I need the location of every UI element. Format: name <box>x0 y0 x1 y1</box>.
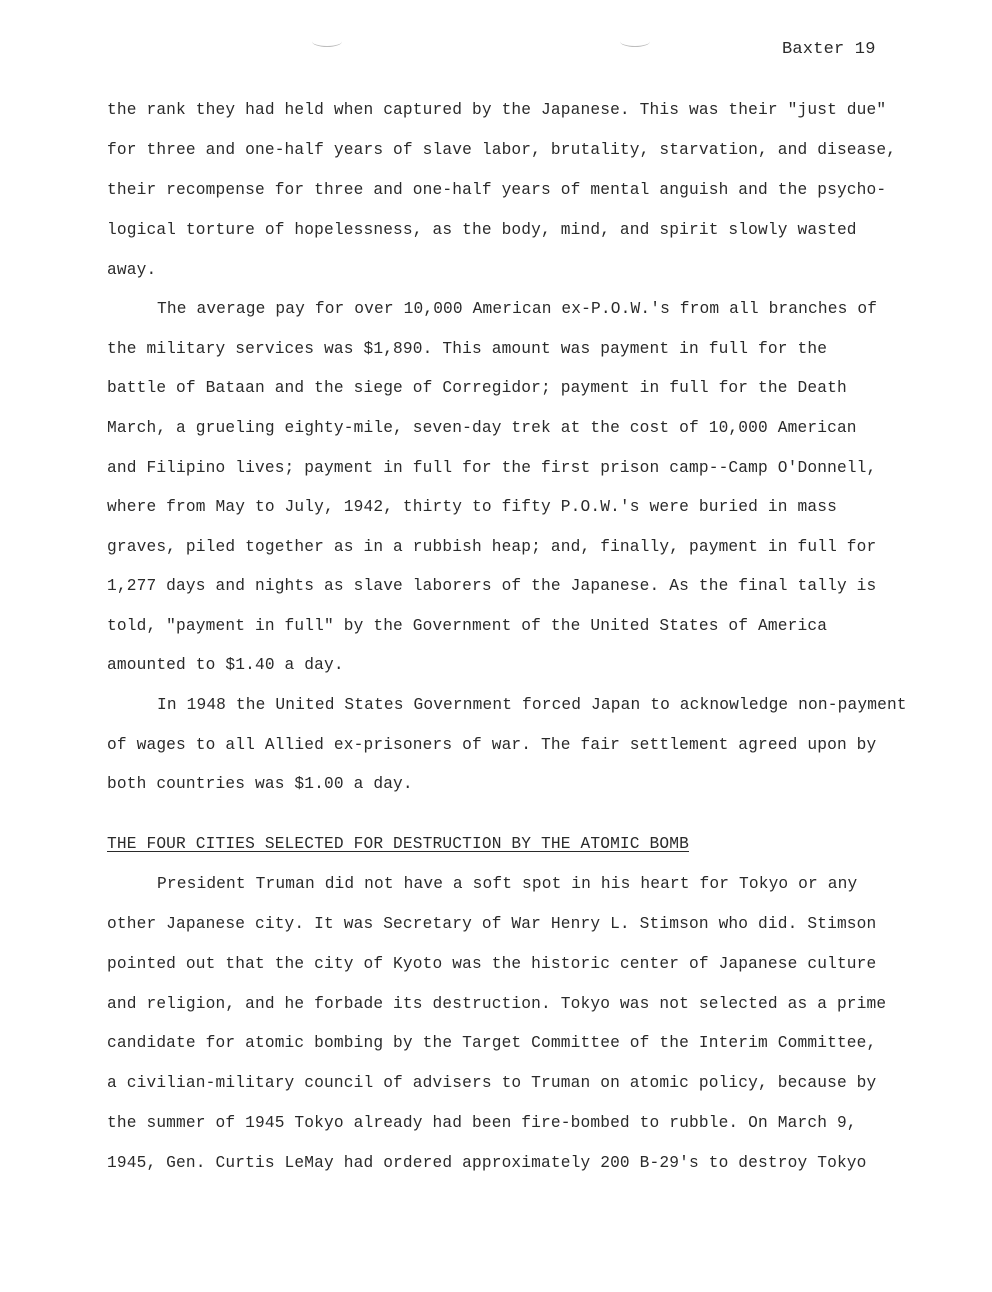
section-heading: THE FOUR CITIES SELECTED FOR DESTRUCTION BY THE ATOMIC BOMB <box>107 835 689 853</box>
paragraph-1-line-2: for three and one-half years of slave labor, brutality, starvation, and disease, <box>107 141 897 159</box>
section-paragraph-line-6: a civilian-military council of advisers to Truman on atomic policy, because by <box>107 1074 877 1092</box>
section-paragraph-line-7: the summer of 1945 Tokyo already had been fire-bombed to rubble. On March 9, <box>107 1114 857 1132</box>
paragraph-3-line-1: In 1948 the United States Government forced Japan to acknowledge non-payment <box>157 696 907 714</box>
paragraph-2-line-7: graves, piled together as in a rubbish heap; and, finally, payment in full for <box>107 538 877 556</box>
paragraph-2-line-2: the military services was $1,890. This amount was payment in full for the <box>107 340 828 358</box>
paragraph-1-line-1: the rank they had held when captured by the Japanese. This was their "just due" <box>107 101 887 119</box>
paragraph-1-line-4: logical torture of hopelessness, as the body, mind, and spirit slowly wasted <box>107 221 857 239</box>
page-header: Baxter 19 <box>782 40 876 59</box>
paragraph-2-line-5: and Filipino lives; payment in full for the first prison camp--Camp O'Donnell, <box>107 459 877 477</box>
paragraph-1-line-5: away. <box>107 261 157 279</box>
section-paragraph-line-2: other Japanese city. It was Secretary of War Henry L. Stimson who did. Stimson <box>107 915 877 933</box>
section-paragraph-line-3: pointed out that the city of Kyoto was the historic center of Japanese culture <box>107 955 877 973</box>
paragraph-1-line-3: their recompense for three and one-half years of mental anguish and the psycho- <box>107 181 887 199</box>
section-paragraph-line-8: 1945, Gen. Curtis LeMay had ordered approximately 200 B-29's to destroy Tokyo <box>107 1154 867 1172</box>
paragraph-2-line-8: 1,277 days and nights as slave laborers of the Japanese. As the final tally is <box>107 577 877 595</box>
paragraph-2-line-1: The average pay for over 10,000 American ex-P.O.W.'s from all branches of <box>157 300 878 318</box>
section-paragraph-line-5: candidate for atomic bombing by the Target Committee of the Interim Committee, <box>107 1034 877 1052</box>
paragraph-2-line-9: told, "payment in full" by the Government of the United States of America <box>107 617 828 635</box>
section-paragraph-line-1: President Truman did not have a soft spot in his heart for Tokyo or any <box>157 875 858 893</box>
paragraph-3-line-2: of wages to all Allied ex-prisoners of war. The fair settlement agreed upon by <box>107 736 877 754</box>
punch-hole-mark-left <box>312 36 342 47</box>
section-paragraph-line-4: and religion, and he forbade its destruction. Tokyo was not selected as a prime <box>107 995 887 1013</box>
paragraph-2-line-3: battle of Bataan and the siege of Corregidor; payment in full for the Death <box>107 379 847 397</box>
paragraph-2-line-4: March, a grueling eighty-mile, seven-day trek at the cost of 10,000 American <box>107 419 857 437</box>
punch-hole-mark-right <box>620 36 650 47</box>
paragraph-3-line-3: both countries was $1.00 a day. <box>107 775 413 793</box>
paragraph-2-line-6: where from May to July, 1942, thirty to fifty P.O.W.'s were buried in mass <box>107 498 837 516</box>
paragraph-2-line-10: amounted to $1.40 a day. <box>107 656 344 674</box>
